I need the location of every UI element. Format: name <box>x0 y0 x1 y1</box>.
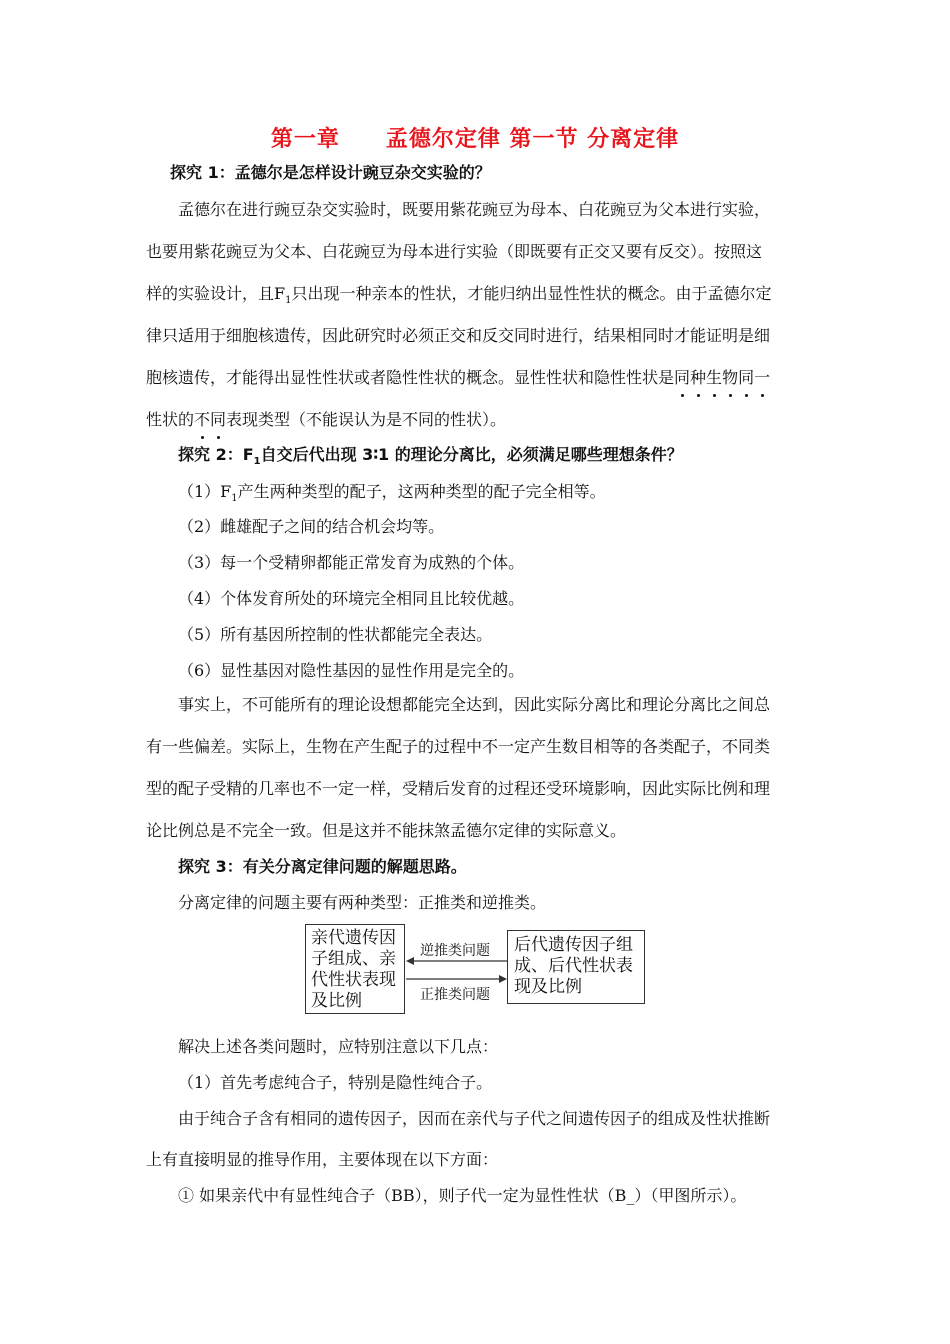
inquiry1-line-3 <box>146 284 772 311</box>
inquiry2-heading-text: 自交后代出现 3∶1 的理论分离比，必须满足哪些理想条件？ <box>260 445 683 464</box>
inquiry2-para-line-2: 有一些偏差。实际上，生物在产生配子的过程中不一定产生数目相等的各类配子，不同类 <box>146 737 771 756</box>
box-line: 亲代遗传因 <box>311 928 396 948</box>
condition-item-4: （4）个体发育所处的环境完全相同且比较优越。 <box>178 589 525 608</box>
right-arrowhead <box>499 975 507 983</box>
emphasis-char: 同 <box>210 410 227 429</box>
inquiry1-text: 胞核遗传，才能得出显性性状或者隐性性状的概念。显性性状和隐性性状是 <box>146 368 675 387</box>
box-line: 代性状表现 <box>311 970 396 990</box>
inquiry3-subpoint-1: ① 如果亲代中有显性纯合子（BB），则子代一定为显性性状（B_）（甲图所示）。 <box>178 1186 747 1205</box>
condition-item-2: （2）雌雄配子之间的结合机会均等。 <box>178 517 445 536</box>
inquiry1-text: 表现类型（不能误认为是不同的性状）。 <box>226 410 507 429</box>
chapter-title: 第一章 孟德尔定律 第一节 分离定律 <box>270 127 680 152</box>
inquiry2-heading <box>178 445 683 472</box>
inquiry3-note-intro: 解决上述各类问题时，应特别注意以下几点： <box>178 1037 499 1056</box>
emphasis-char: 同 <box>738 368 755 387</box>
emphasis-char: 生 <box>706 368 723 387</box>
f1-symbol: F <box>274 284 286 303</box>
inquiry2-heading-text: 探究 2：F <box>178 445 254 464</box>
emphasis-char: 种 <box>690 368 707 387</box>
inquiry2-para-line-1: 事实上，不可能所有的理论设想都能完全达到，因此实际分离比和理论分离比之间总 <box>178 695 771 714</box>
box-line: 现及比例 <box>514 977 582 997</box>
inquiry3-heading: 探究 3：有关分离定律问题的解题思路。 <box>178 857 467 876</box>
inquiry1-heading: 探究 1：孟德尔是怎样设计豌豆杂交实验的？ <box>170 163 491 182</box>
inquiry1-text: 样的实验设计，且 <box>146 284 275 303</box>
inquiry1-line-5 <box>146 368 770 388</box>
box-line: 成、后代性状表 <box>514 956 633 976</box>
box-line: 及比例 <box>311 991 362 1011</box>
inquiry3-intro: 分离定律的问题主要有两种类型：正推类和逆推类。 <box>178 893 547 912</box>
condition-item-1 <box>178 482 606 509</box>
reverse-inference-label: 逆推类问题 <box>420 943 490 959</box>
inquiry3-point-1: （1）首先考虑纯合子，特别是隐性纯合子。 <box>178 1073 493 1092</box>
inquiry1-line-1: 孟德尔在进行豌豆杂交实验时，既要用紫花豌豆为母本、白花豌豆为父本进行实验， <box>178 200 771 219</box>
inquiry2-para-line-4: 论比例总是不完全一致。但是这并不能抹煞孟德尔定律的实际意义。 <box>146 821 627 840</box>
box-line: 后代遗传因子组 <box>514 935 633 955</box>
emphasis-char: 同 <box>674 368 691 387</box>
condition-item-6: （6）显性基因对隐性基因的显性作用是完全的。 <box>178 661 525 680</box>
condition-item-3: （3）每一个受精卵都能正常发育为成熟的个体。 <box>178 553 525 572</box>
inquiry3-para-line-2: 上有直接明显的推导作用，主要体现在以下方面： <box>146 1150 499 1169</box>
inquiry1-line-2: 也要用紫花豌豆为父本、白花豌豆为母本进行实验（即既要有正交又要有反交）。按照这 <box>146 242 763 261</box>
f1-subscript: 1 <box>285 295 292 307</box>
emphasis-char: 不 <box>194 410 211 429</box>
f1-subscript: 1 <box>231 493 238 505</box>
condition-text: 产生两种类型的配子，这两种类型的配子完全相等。 <box>237 482 606 501</box>
box-line: 子组成、亲 <box>311 949 396 969</box>
inquiry1-line-6 <box>146 410 506 430</box>
offspring-generation-box <box>507 930 645 1004</box>
condition-text: （1）F <box>178 482 232 501</box>
emphasis-char: 物 <box>722 368 739 387</box>
f1-subscript: 1 <box>253 456 261 468</box>
inquiry2-para-line-3: 型的配子受精的几率也不一定一样，受精后发育的过程还受环境影响，因此实际比例和理 <box>146 779 771 798</box>
inquiry1-line-4: 律只适用于细胞核遗传，因此研究时必须正交和反交同时进行，结果相同时才能证明是细 <box>146 326 771 345</box>
inquiry1-text: 只出现一种亲本的性状，才能归纳出显性性状的概念。由于孟德尔定 <box>291 284 772 303</box>
left-arrowhead <box>406 957 414 965</box>
inquiry3-para-line-1: 由于纯合子含有相同的遗传因子，因而在亲代与子代之间遗传因子的组成及性状推断 <box>178 1109 771 1128</box>
condition-item-5: （5）所有基因所控制的性状都能完全表达。 <box>178 625 493 644</box>
emphasis-char: 一 <box>754 368 771 387</box>
inquiry1-text: 性状的 <box>146 410 195 429</box>
parent-generation-box <box>305 924 405 1014</box>
forward-inference-label: 正推类问题 <box>420 987 490 1003</box>
